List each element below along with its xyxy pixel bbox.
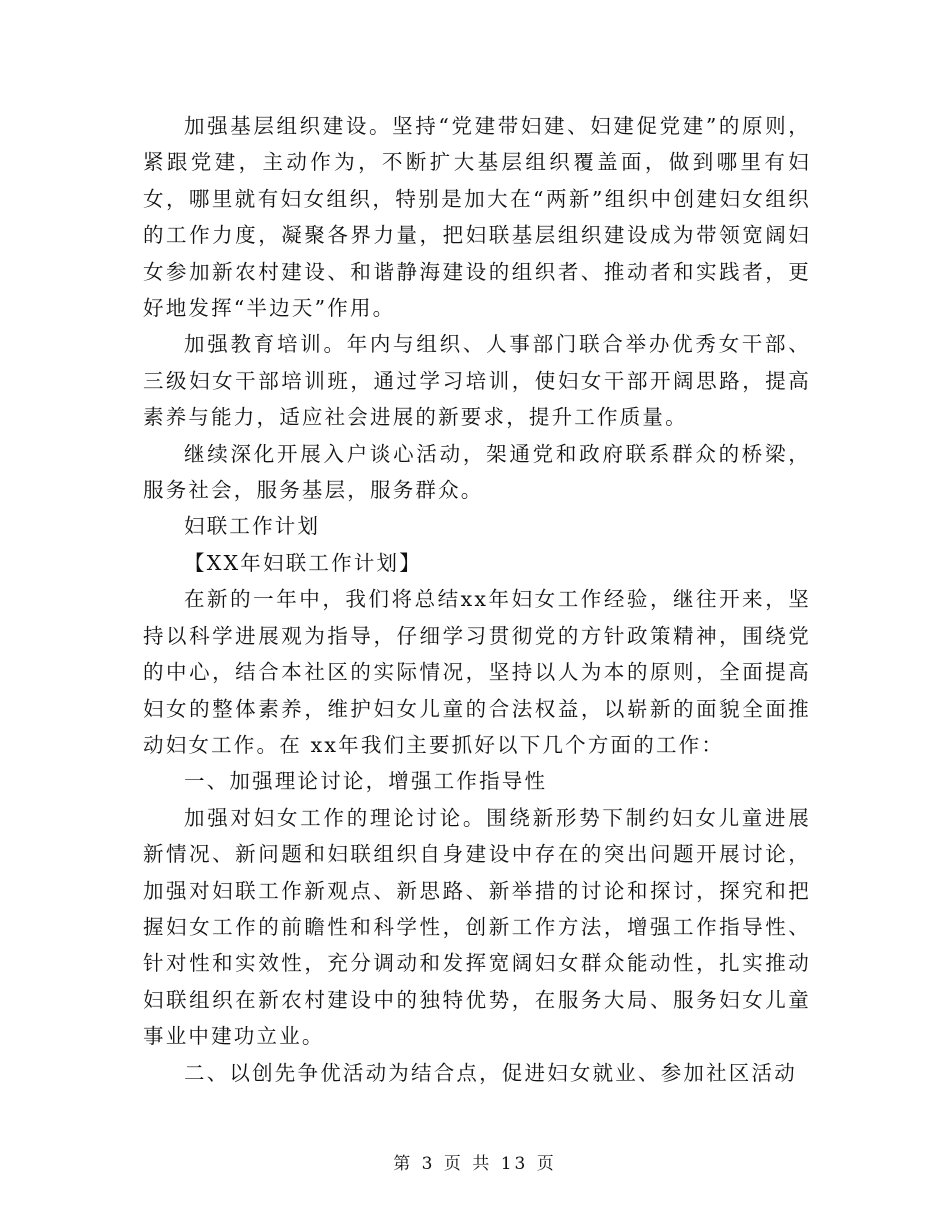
paragraph-education-training: 加强教育培训。年内与组织、人事部门联合举办优秀女干部、三级妇女干部培训班，通过学习培训，使妇女干部开阔思路，提高素养与能力，适应社会进展的新要求，提升工作质量。 — [143, 332, 811, 430]
page-number-footer: 第 3 页 共 13 页 — [393, 1154, 557, 1174]
paragraph-grassroots-organization: 加强基层组织建设。坚持“党建带妇建、妇建促党建”的原则，紧跟党建，主动作为，不断扩大基层组织覆盖面，做到哪里有妇女，哪里就有妇女组织，特别是加大在“两新”组织中创建妇女组织的工作力度，凝聚各界力量，把妇联基层组织建设成为带领宽阔妇女参加新农村建设、和谐静海建设的组织者、推动者和实践者，更好地发挥“半边天”作用。 — [143, 114, 811, 321]
paragraph-new-year-intro: 在新的一年中，我们将总结xx年妇女工作经验，继往开来，坚持以科学进展观为指导，仔细学习贯彻党的方针政策精神，围绕党的中心，结合本社区的实际情况，坚持以人为本的原则，全面提高妇女的整体素养，维护妇女儿童的合法权益，以崭新的面貌全面推动妇女工作。在 xx年我们主要抓好以下几个方面的工作： — [143, 587, 811, 757]
paragraph-theory-discussion: 加强对妇女工作的理论讨论。围绕新形势下制约妇女儿童进展新情况、新问题和妇联组织自身建设中存在的突出问题开展讨论，加强对妇联工作新观点、新思路、新举措的讨论和探讨，探究和把握妇女工作的前瞻性和科学性，创新工作方法，增强工作指导性、针对性和实效性，充分调动和发挥宽阔妇女群众能动性，扎实推动妇联组织在新农村建设中的独特优势，在服务大局、服务妇女儿童事业中建功立业。 — [143, 805, 811, 1049]
heading-excellence-activities: 二、以创先争优活动为结合点，促进妇女就业、参加社区活动 — [184, 1060, 797, 1085]
paragraph-home-visits: 继续深化开展入户谈心活动，架通党和政府联系群众的桥梁，服务社会，服务基层，服务群众。 — [143, 441, 811, 503]
section-title-annual-plan: 【XX年妇联工作计划】 — [184, 550, 422, 575]
section-title-work-plan: 妇联工作计划 — [184, 514, 321, 539]
document-body — [143, 108, 811, 1091]
heading-theory-discussion: 一、加强理论讨论，增强工作指导性 — [184, 769, 548, 794]
